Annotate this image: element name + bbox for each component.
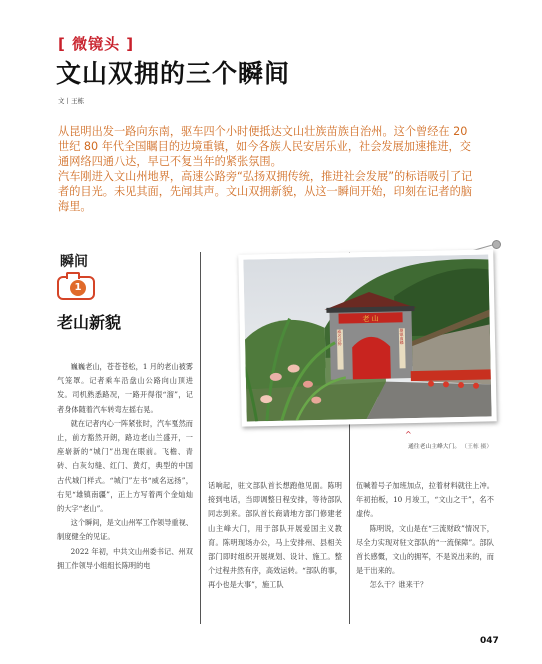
body-paragraph: 这个瞬间，是文山州军工作领导重视、制度健全的见证。	[57, 518, 193, 542]
left-couplet: 威名远扬	[337, 329, 343, 346]
page-title: 文山双拥的三个瞬间	[56, 59, 291, 88]
laoshan-gate-photo	[243, 254, 491, 421]
byline: 文丨王栋	[58, 97, 84, 105]
column-tag: [ 微镜头 ]	[58, 35, 135, 53]
caption-credit: （王栋 摄）	[464, 444, 493, 450]
body-paragraph: 陈明说，文山是在“三流财政”情况下，尽全力实现对驻文部队的“一流保障”。部队首长感慨，文山的拥军，不是说出来的，而是干出来的。	[356, 523, 494, 576]
body-column-1	[57, 360, 193, 573]
body-column-2	[208, 479, 342, 593]
caption-text: 通往老山主峰大门。	[408, 444, 461, 450]
camera-icon	[57, 276, 95, 300]
body-column-3	[356, 479, 494, 593]
page-number: 047	[480, 636, 499, 646]
photo-frame	[238, 249, 497, 426]
body-paragraph: 巍巍老山，苍苍苍松，1 月的老山被雾气笼罩。记者乘车沿盘山公路向山顶进发。司机熟悉路况，一路开得很“溜”，记者身体随着汽车转弯左摇右晃。	[57, 362, 193, 414]
right-couplet: 雄镇南疆	[399, 328, 405, 345]
intro-text	[58, 124, 478, 214]
body-paragraph: 伍喊着号子加班加点，拉着材料就往上冲。年初拍板，10 月竣工，“文山之干”，名不虚传。	[356, 481, 494, 519]
gate-sign-text: 老 山	[362, 314, 379, 324]
intro-paragraph: 汽车刚进入文山州地界，高速公路旁“弘扬双拥传统，推进社会发展”的标语吸引了记者的目光。未见其面，先闻其声。文山双拥新貌，从这一瞬间开始，印刻在记者的脑海里。	[58, 170, 473, 213]
intro-paragraph: 从昆明出发一路向东南，驱车四个小时便抵达文山壮族苗族自治州。这个曾经在 20 世纪 80 年代全国瞩目的边境重镇，如今各族人民安居乐业，社会发展加速推进，交通网络四通八达，早已不复当年的紧张氛围。	[58, 125, 471, 168]
section-number-badge: 1	[70, 280, 86, 296]
caption-arrow-icon: ^	[405, 430, 412, 439]
column-divider	[200, 252, 201, 624]
body-paragraph: 2022 年初，中共文山州委书记、州双拥工作领导小组组长陈明的电	[57, 546, 193, 570]
section-label: 瞬间	[60, 254, 88, 270]
photo-caption	[408, 441, 492, 450]
body-paragraph: 就在记者内心一阵紧张时，汽车戛然而止，前方豁然开朗，路边老山兰盛开，一座崭新的“城门”出现在眼前。飞檐、青砖、白灰勾缝、红门、黄灯，典型的中国古代城门样式。“城门”左书“威名远扬”，右见“雄镇南疆”，正上方写着两个金灿灿的大字“老山”。	[57, 418, 193, 514]
section-title: 老山新貌	[57, 313, 122, 332]
body-paragraph: 怎么干？谁来干？	[369, 580, 428, 590]
photo-pin	[492, 240, 501, 249]
body-paragraph: 话响起，驻文部队首长想跑他见面。陈明接到电话，当即调整日程安排，等待部队同志到来。部队首长商请地方部门修建老山主峰大门，用于部队开展爱国主义教育。陈明现场办公，马上安排州、县相关部门即时组织开展规划、设计、施工。整个过程井然有序，高效运转。“部队的事，再小也是大事”，施工队	[208, 481, 342, 590]
